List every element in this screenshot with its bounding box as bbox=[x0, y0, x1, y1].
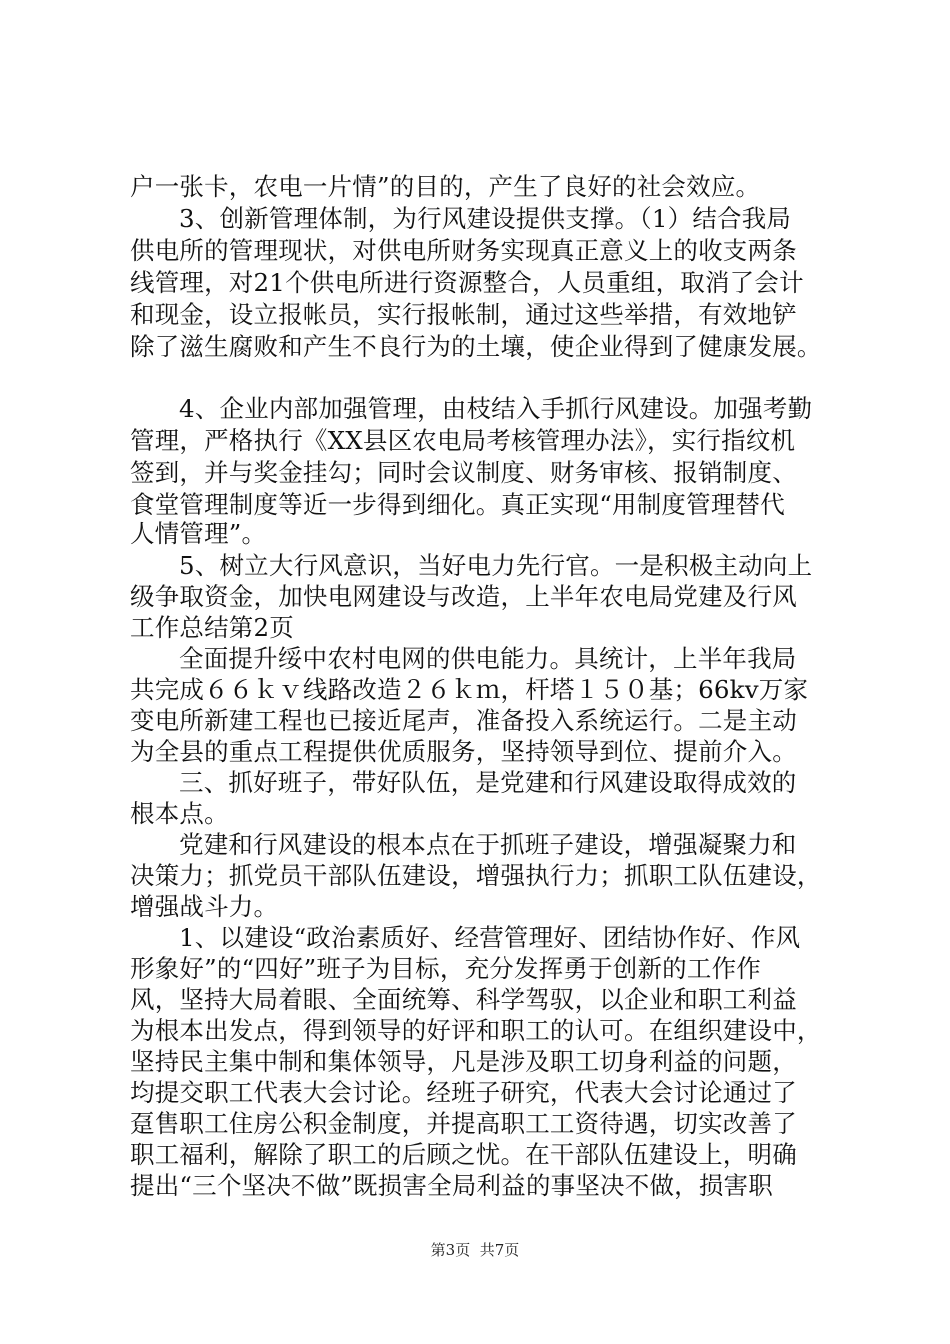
text-line: 除了滋生腐败和产生不良行为的土壤，使企业得到了健康发展。 bbox=[130, 332, 822, 361]
text-line: 5、树立大行风意识，当好电力先行官。一是积极主动向上 bbox=[179, 551, 813, 580]
text-line: 趸售职工住房公积金制度，并提高职工工资待遇，切实改善了 bbox=[130, 1109, 797, 1138]
text-line: 3、创新管理体制，为行风建设提供支撑。（1）结合我局 bbox=[179, 204, 792, 233]
text-line: 职工福利，解除了职工的后顾之忧。在干部队伍建设上，明确 bbox=[130, 1140, 797, 1169]
text-line: 户一张卡，农电一片情”的目的，产生了良好的社会效应。 bbox=[130, 172, 761, 201]
text-line: 提出“三个坚决不做”既损害全局利益的事坚决不做，损害职 bbox=[130, 1171, 773, 1200]
text-line: 供电所的管理现状，对供电所财务实现真正意义上的收支两条 bbox=[130, 236, 797, 265]
page-total: 共7页 bbox=[479, 1241, 520, 1259]
text-line: 管理，严格执行《XX县区农电局考核管理办法》，实行指纹机 bbox=[130, 426, 796, 455]
text-line: 为根本出发点，得到领导的好评和职工的认可。在组织建设中， bbox=[130, 1016, 822, 1045]
text-line: 工作总结第2页 bbox=[130, 613, 294, 642]
page-footer bbox=[0, 1240, 950, 1260]
text-line: 签到，并与奖金挂勾；同时会议制度、财务审核、报销制度、 bbox=[130, 458, 797, 487]
text-line: 变电所新建工程也已接近尾声，准备投入系统运行。二是主动 bbox=[130, 706, 797, 735]
text-line: 党建和行风建设的根本点在于抓班子建设，增强凝聚力和 bbox=[179, 830, 797, 859]
text-line: 风，坚持大局着眼、全面统筹、科学驾驭，以企业和职工利益 bbox=[130, 985, 797, 1014]
text-line: 1、以建设“政治素质好、经营管理好、团结协作好、作风 bbox=[179, 923, 801, 952]
text-line: 和现金，设立报帐员，实行报帐制，通过这些举措，有效地铲 bbox=[130, 300, 797, 329]
text-line: 人情管理”。 bbox=[130, 519, 267, 548]
page-number: 第3页 bbox=[430, 1241, 471, 1259]
text-line: 为全县的重点工程提供优质服务，坚持领导到位、提前介入。 bbox=[130, 737, 797, 766]
text-line: 增强战斗力。 bbox=[130, 892, 279, 921]
footer-spacer bbox=[470, 1241, 480, 1259]
text-line: 全面提升绥中农村电网的供电能力。具统计，上半年我局 bbox=[179, 644, 797, 673]
text-line: 食堂管理制度等近一步得到细化。真正实现“用制度管理替代 bbox=[130, 490, 785, 519]
text-line: 共完成６６ｋｖ线路改造２６ｋｍ，杆塔１５０基；66kv万家 bbox=[130, 675, 809, 704]
text-line: 坚持民主集中制和集体领导，凡是涉及职工切身利益的问题， bbox=[130, 1047, 797, 1076]
text-line: 决策力；抓党员干部队伍建设，增强执行力；抓职工队伍建设， bbox=[130, 861, 822, 890]
section-heading-line: 根本点。 bbox=[130, 799, 229, 828]
section-heading-line: 三、抓好班子，带好队伍，是党建和行风建设取得成效的 bbox=[179, 768, 797, 797]
text-line: 形象好”的“四好”班子为目标，充分发挥勇于创新的工作作 bbox=[130, 954, 761, 983]
text-line: 级争取资金，加快电网建设与改造，上半年农电局党建及行风 bbox=[130, 582, 797, 611]
text-line: 均提交职工代表大会讨论。经班子研究，代表大会讨论通过了 bbox=[130, 1078, 797, 1107]
text-line: 线管理，对21个供电所进行资源整合，人员重组，取消了会计 bbox=[130, 268, 804, 297]
text-line: 4、企业内部加强管理，由枝结入手抓行风建设。加强考勤 bbox=[179, 394, 813, 423]
